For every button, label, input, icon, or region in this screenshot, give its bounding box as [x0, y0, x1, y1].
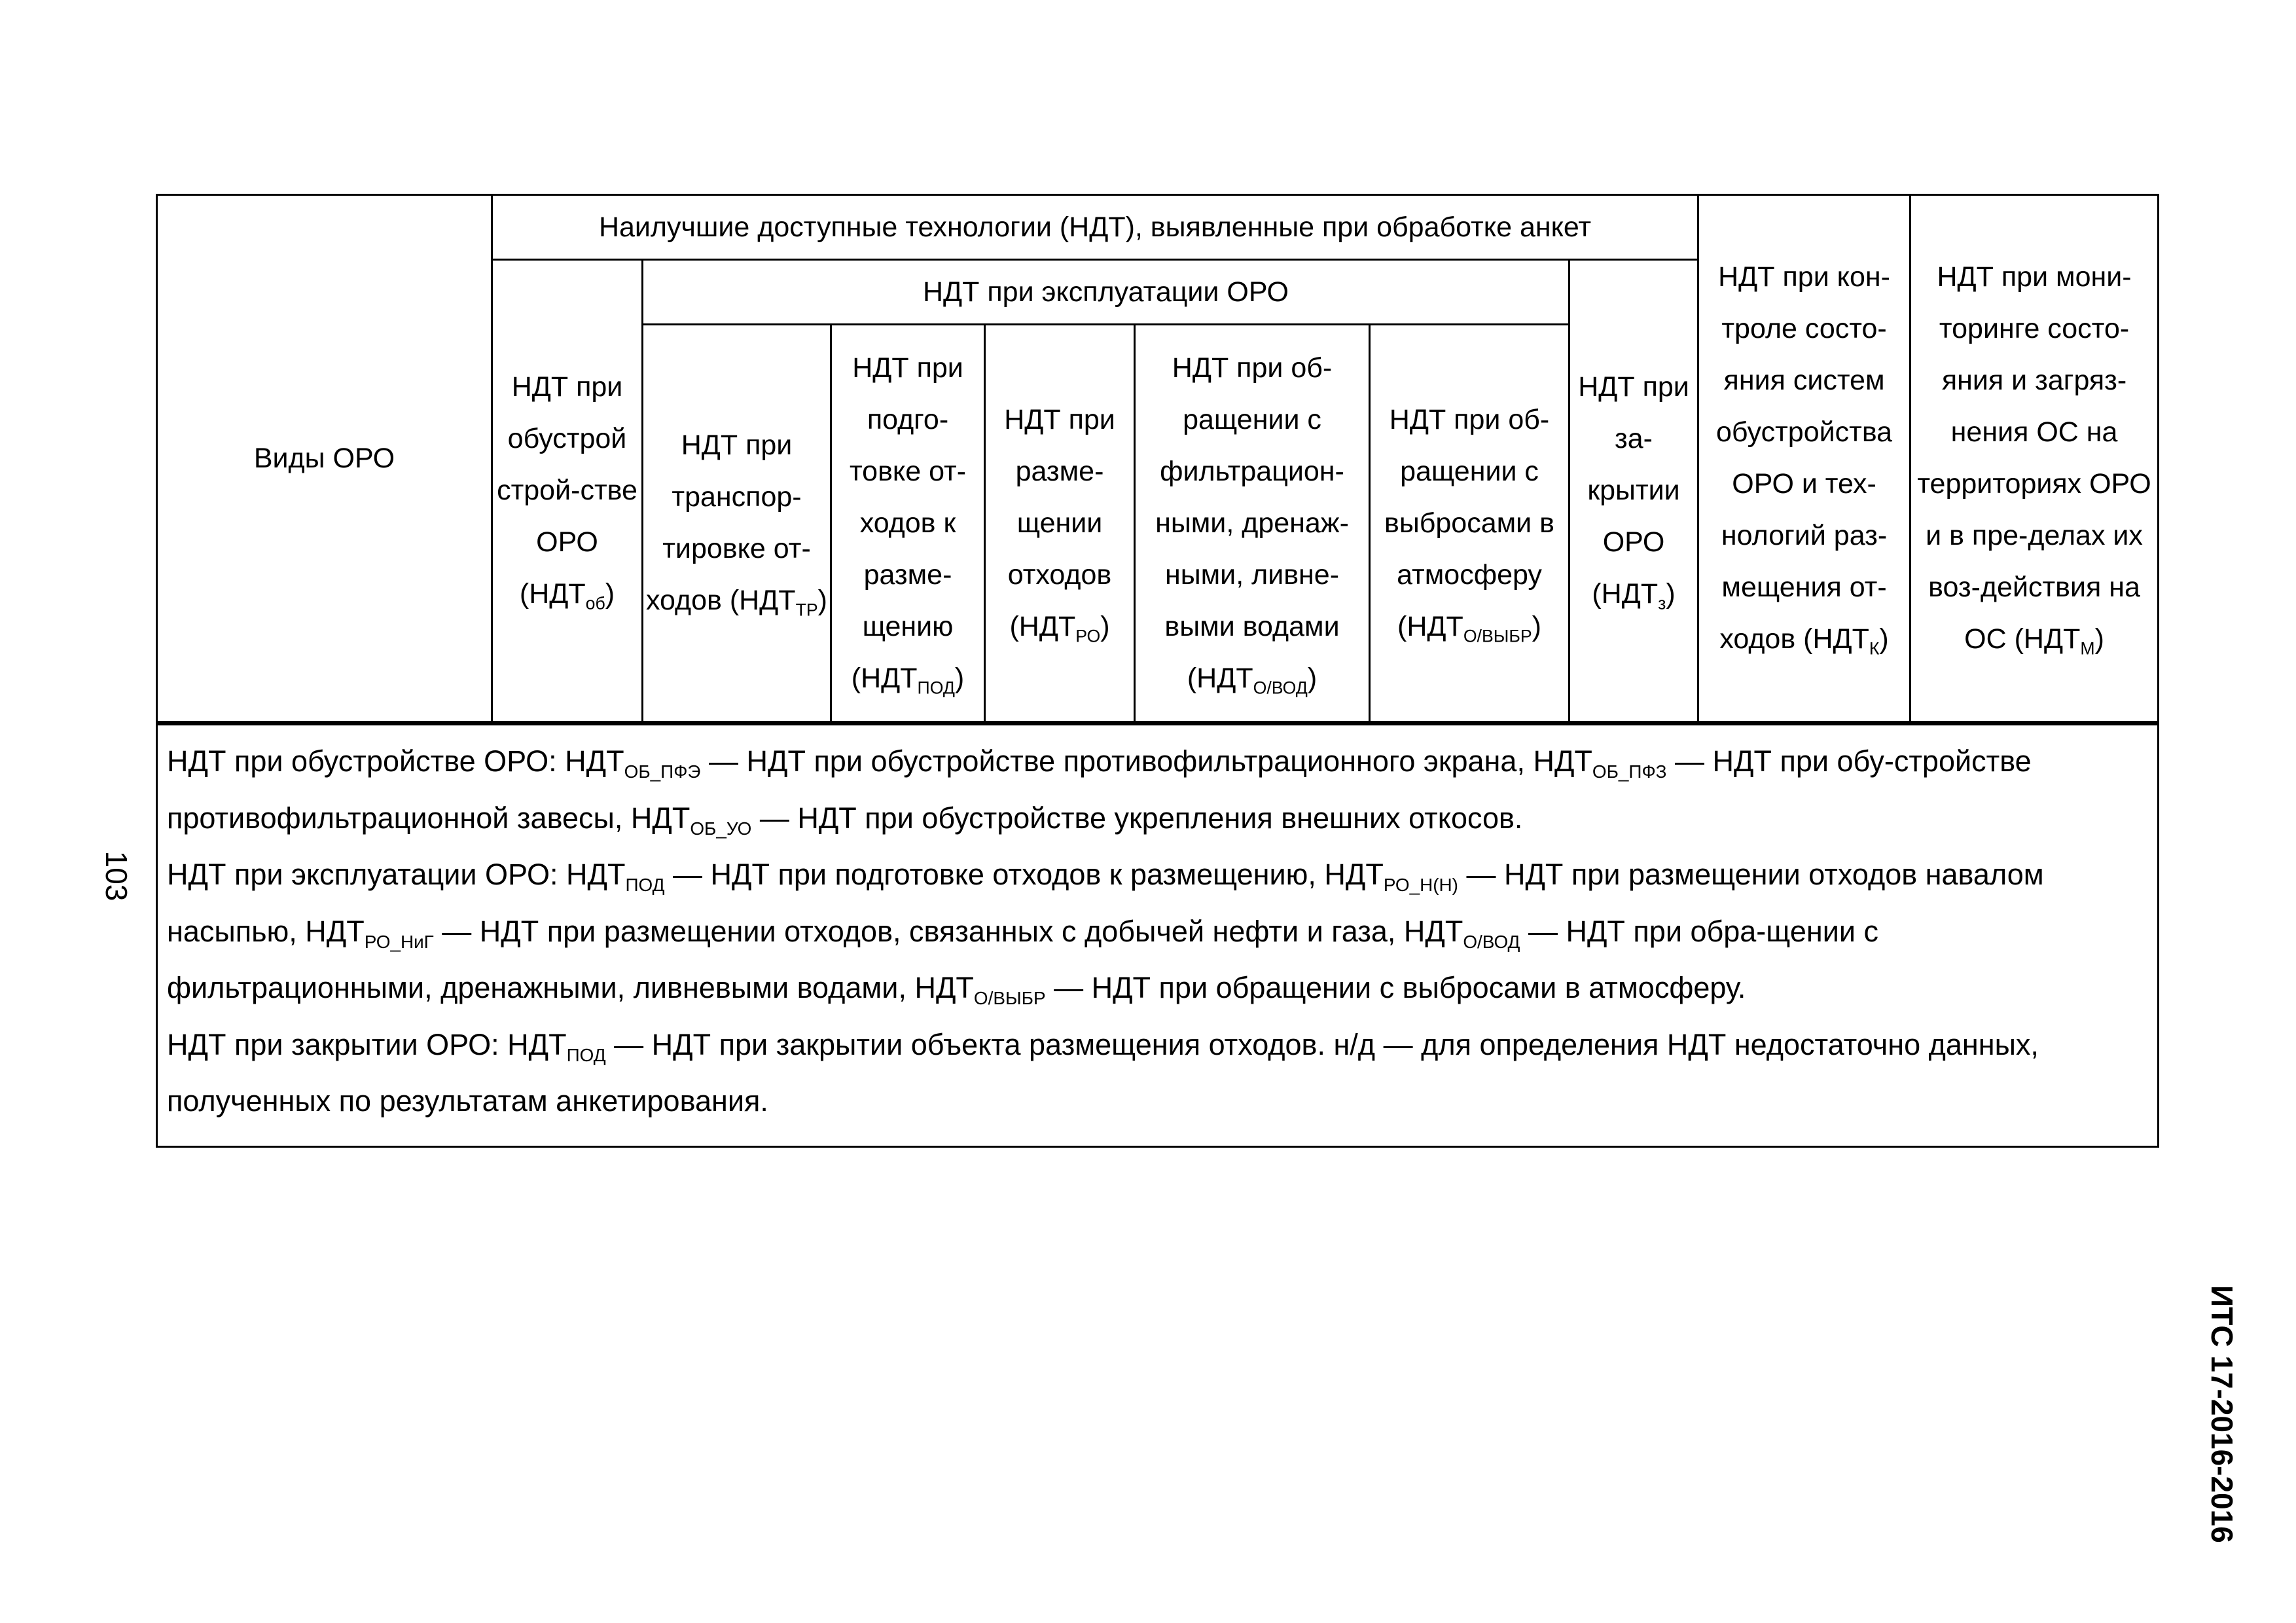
header-types-of-oro: Виды ОРО — [157, 195, 492, 723]
notes-cell — [157, 723, 2159, 1147]
header-ndt-arrangement: НДТ при обустрой строй-стве ОРО $(НДТ_{об})$ — [492, 260, 643, 723]
header-ndt-monitoring: НДТ при мони-торинге состо-яния и загряз-нения ОС на территориях ОРО и в пре-делах их воз-действия на ОС $(НДТ_М)$ — [1910, 195, 2159, 723]
page-number: 103 — [99, 850, 134, 902]
header-group-exploitation: НДТ при эксплуатации ОРО — [643, 260, 1570, 325]
header-ndt-water: НДТ при об-ращении с фильтрацион-ными, дренаж-ными, ливне-выми водами $(НДТ_{О/ВОД})$ — [1135, 325, 1370, 723]
header-group-ndt: Наилучшие доступные технологии (НДТ), выявленные при обработке анкет — [492, 195, 1698, 260]
note-closure: НДТ при закрытии ОРО: $НДТ_{ПОД}$ — НДТ при закрытии объекта размещения отходов. н/д — для определения НДТ недостаточно данных, полученных по результатам анкетирования. — [167, 1027, 2039, 1118]
header-ndt-placement: НДТ при разме-щении отходов $(НДТ_{РО})$ — [985, 325, 1135, 723]
header-ndt-emissions: НДТ при об-ращении с выбросами в атмосферу $(НДТ_{О/ВЫБР})$ — [1370, 325, 1570, 723]
header-ndt-control: НДТ при кон-троле состо-яния систем обустройства ОРО и тех-нологий раз-мещения от-ходов $(НДТ_К)$ — [1698, 195, 1910, 723]
header-ndt-preparation: НДТ при подго-товке от-ходов к разме-щению $(НДТ_{ПОД})$ — [831, 325, 985, 723]
note-arrangement: НДТ при обустройстве ОРО: $НДТ_{ОБ\_ПФЭ}$ — НДТ при обустройстве противофильтрационного экрана, $НДТ_{ОБ\_ПФЗ}$ — НДТ при обу-стройстве противофильтрационной завесы, $НДТ_{ОБ\_УО}$ — НДТ при обустройстве укрепления внешних откосов. — [167, 744, 2032, 839]
note-exploitation: НДТ при эксплуатации ОРО: $НДТ_{ПОД}$ — НДТ при подготовке отходов к размещению, $НДТ_{РО\_Н(Н)}$ — НДТ при размещении отходов навалом насыпью, $НДТ_{РО\_НиГ}$ — НДТ при размещении отходов, связанных с добычей нефти и газа, $НДТ_{О/ВОД}$ — НДТ при обра-щении с фильтрационными, дренажными, ливневыми водами, $НДТ_{О/ВЫБР}$ — НДТ при обращении с выбросами в атмосферу. — [167, 858, 2044, 1008]
header-ndt-closure: НДТ при за-крытии ОРО $(НДТ_з)$ — [1570, 260, 1698, 723]
ndt-table — [156, 194, 2159, 1148]
header-ndt-transport: НДТ при транспор-тировке от-ходов $(НДТ_{ТР})$ — [643, 325, 831, 723]
document-code: ИТС 17-2016-2016 — [2205, 1285, 2239, 1543]
